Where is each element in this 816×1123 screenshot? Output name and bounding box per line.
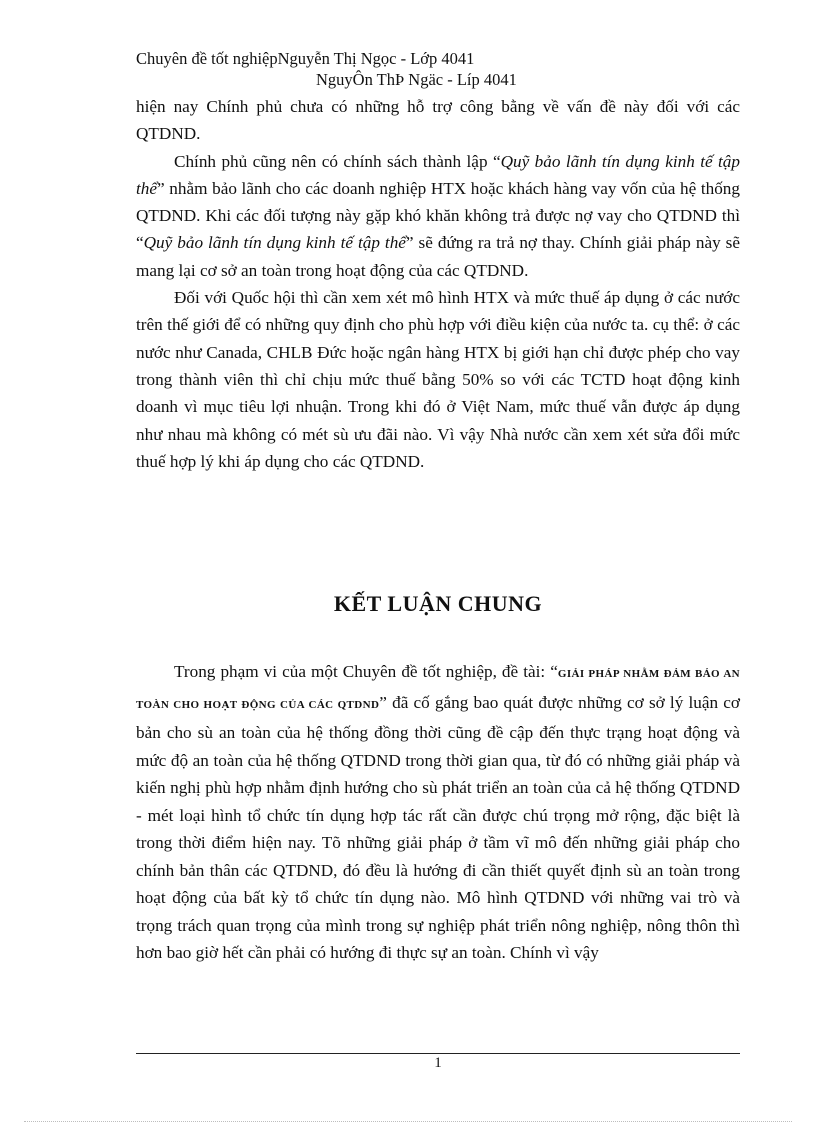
header-line-1: Chuyên đề tốt nghiệpNguyễn Thị Ngọc - Lớp 4041 [136, 49, 475, 68]
paragraph-1: hiện nay Chính phủ chưa có những hỗ trợ công bằng về vấn đề này đối với các QTDND. [136, 97, 740, 144]
page-header [136, 48, 696, 90]
page-bottom-border [24, 1121, 792, 1122]
fund-name-italic-1: Quỹ bảo lãnh tín dụng kinh tế tập thể [136, 151, 740, 198]
body-text [136, 93, 740, 475]
paragraph-3: Đối với Quốc hội thì cần xem xét mô hình HTX và mức thuế áp dụng ở các nước trên thế giới để có những quy định cho phù hợp với điều kiện của nước ta. cụ thể: ở các nước như Canada, CHLB Đức hoặc ngân hàng HTX bị giới hạn chỉ được phép cho vay trong thành viên thì chỉ chịu mức thuế bằng 50% so với các TCTD hoạt động kinh doanh vì mục tiêu lợi nhuận. Trong khi đó ở Việt Nam, mức thuế vẫn được áp dụng như nhau mà không có mét sù ưu đãi nào. Vì vậy Nhà nước cần xem xét sửa đổi mức thuế hợp lý khi áp dụng cho các QTDND. [136, 288, 740, 471]
paragraph-2-part-c: ” sẽ đứng ra trả nợ thay. Chính giải pháp này sẽ mang lại cơ sở an toàn trong hoạt động của các QTDND. [136, 233, 740, 280]
conclusion-part-b: ” đã cố gắng bao quát được những cơ sở lý luận cơ bản cho sù an toàn của hệ thống đồng thời cũng đề cập đến thực trạng hoạt động và mức độ an toàn của hệ thống QTDND trong thời gian qua, từ đó có những giải pháp và kiến nghị phù hợp nhằm định hướng cho sù phát triển an toàn của cả hệ thống QTDND - mét loại hình tổ chức tín dụng hợp tác rất cần được chú trọng mở rộng, đặc biệt là trong thời điểm hiện nay. Tõ những giải pháp ở tầm vĩ mô đến những giải pháp cho chính bản thân các QTDND, đó đều là hướng đi cần thiết quyết định sù an toàn trong hoạt động của bất kỳ tổ chức tín dụng nào. Mô hình QTDND với những vai trò và trọng trách quan trọng của mình trong sự nghiệp phát triển nông nghiệp, nông thôn thì hơn bao giờ hết cần phải có hướng đi thực sự an toàn. Chính vì vậy [136, 692, 740, 962]
header-line-2: NguyÔn ThÞ Ngäc - Líp 4041 [316, 70, 517, 89]
page-number: 1 [434, 1055, 442, 1071]
conclusion-text [136, 658, 740, 967]
paragraph-2-part-b: ” nhằm bảo lãnh cho các doanh nghiệp HTX hoặc khách hàng vay vốn của hệ thống QTDND. Khi các đối tượng này gặp khó khăn không trả được nợ vay cho QTDND thì “ [136, 178, 740, 253]
conclusion-part-a: Trong phạm vi của một Chuyên đề tốt nghiệp, đề tài: “ [174, 662, 558, 681]
paragraph-2-part-a: Chính phủ cũng nên có chính sách thành lập “ [174, 151, 501, 171]
paragraph-2 [136, 148, 740, 284]
conclusion-paragraph [136, 658, 740, 967]
section-heading: KẾT LUẬN CHUNG [333, 591, 543, 616]
footer-rule [136, 1053, 740, 1054]
fund-name-italic-2: Quỹ bảo lãnh tín dụng kinh tế tập thể [143, 233, 406, 253]
topic-title: GIẢI PHÁP NHẰM ĐẢM BẢO AN TOÀN CHO HOẠT ĐỘNG CỦA CÁC QTDND [136, 668, 741, 711]
